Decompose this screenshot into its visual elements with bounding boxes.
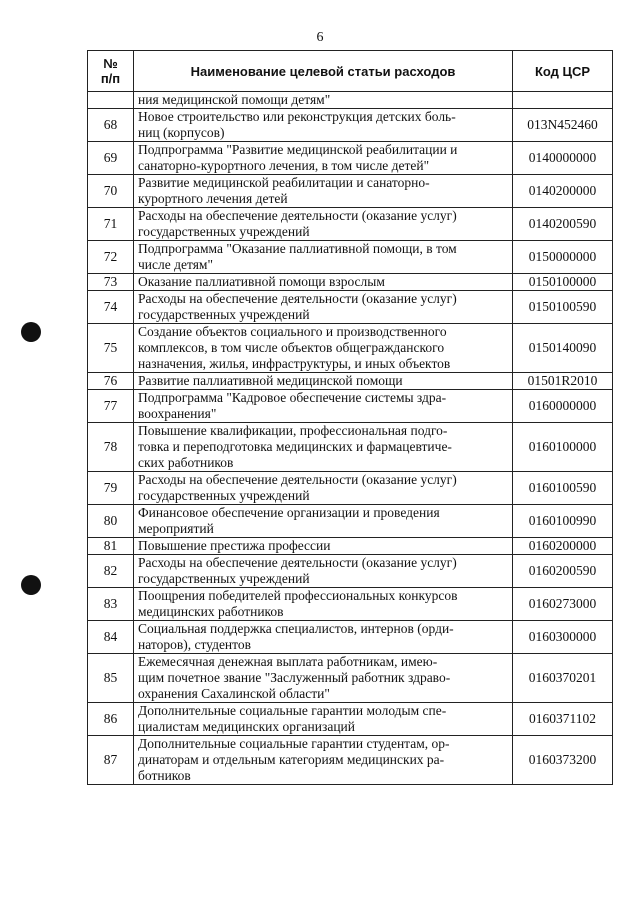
row-name: Социальная поддержка специалистов, интернов (орди- наторов), студентов xyxy=(134,621,513,654)
row-name: Расходы на обеспечение деятельности (оказание услуг) государственных учреждений xyxy=(134,291,513,324)
budget-table xyxy=(87,50,613,785)
row-name: Подпрограмма "Кадровое обеспечение системы здра- воохранения" xyxy=(134,390,513,423)
row-code: 0150140090 xyxy=(513,324,613,373)
row-name: Ежемесячная денежная выплата работникам, имею- щим почетное звание "Заслуженный работник здраво- охранения Сахалинской области" xyxy=(134,654,513,703)
row-code: 0160370201 xyxy=(513,654,613,703)
row-name: ния медицинской помощи детям" xyxy=(134,92,513,109)
row-name: Расходы на обеспечение деятельности (оказание услуг) государственных учреждений xyxy=(134,555,513,588)
row-number: 68 xyxy=(88,109,134,142)
table-row xyxy=(88,274,613,291)
row-number: 69 xyxy=(88,142,134,175)
row-number: 74 xyxy=(88,291,134,324)
table-row xyxy=(88,703,613,736)
row-code: 0150000000 xyxy=(513,241,613,274)
table-row xyxy=(88,621,613,654)
table-header-row xyxy=(88,51,613,92)
row-number: 83 xyxy=(88,588,134,621)
table-row xyxy=(88,92,613,109)
row-name: Создание объектов социального и производственного комплексов, в том числе объектов общегражданского назначения, жилья, инфраструктуры, и иных объектов xyxy=(134,324,513,373)
table-row xyxy=(88,555,613,588)
header-number: № п/п xyxy=(88,51,134,92)
row-name: Финансовое обеспечение организации и проведения мероприятий xyxy=(134,505,513,538)
header-name: Наименование целевой статьи расходов xyxy=(134,51,513,92)
row-name: Дополнительные социальные гарантии молодым спе- циалистам медицинских организаций xyxy=(134,703,513,736)
table-row xyxy=(88,472,613,505)
row-number: 80 xyxy=(88,505,134,538)
table-row xyxy=(88,654,613,703)
row-code: 0160100990 xyxy=(513,505,613,538)
row-code: 0160200000 xyxy=(513,538,613,555)
row-code: 0140000000 xyxy=(513,142,613,175)
table-row xyxy=(88,324,613,373)
row-code: 0150100000 xyxy=(513,274,613,291)
header-code: Код ЦСР xyxy=(513,51,613,92)
row-name: Расходы на обеспечение деятельности (оказание услуг) государственных учреждений xyxy=(134,208,513,241)
row-number: 87 xyxy=(88,736,134,785)
row-name: Повышение квалификации, профессиональная подго- товка и переподготовка медицинских и фармацевтиче- ских работников xyxy=(134,423,513,472)
row-name: Развитие паллиативной медицинской помощи xyxy=(134,373,513,390)
table-row xyxy=(88,175,613,208)
row-number: 72 xyxy=(88,241,134,274)
row-number: 81 xyxy=(88,538,134,555)
row-name: Развитие медицинской реабилитации и санаторно- курортного лечения детей xyxy=(134,175,513,208)
table-body xyxy=(88,92,613,785)
row-number: 70 xyxy=(88,175,134,208)
row-number: 86 xyxy=(88,703,134,736)
row-code: 0140200000 xyxy=(513,175,613,208)
row-number: 73 xyxy=(88,274,134,291)
punch-hole-icon xyxy=(21,575,41,595)
row-code: 0160300000 xyxy=(513,621,613,654)
row-number: 76 xyxy=(88,373,134,390)
row-code: 0160200590 xyxy=(513,555,613,588)
row-name: Расходы на обеспечение деятельности (оказание услуг) государственных учреждений xyxy=(134,472,513,505)
row-name: Новое строительство или реконструкция детских боль- ниц (корпусов) xyxy=(134,109,513,142)
table-row xyxy=(88,291,613,324)
table-row xyxy=(88,373,613,390)
table-row xyxy=(88,390,613,423)
row-name: Повышение престижа профессии xyxy=(134,538,513,555)
row-code: 0160000000 xyxy=(513,390,613,423)
row-name: Подпрограмма "Оказание паллиативной помощи, в том числе детям" xyxy=(134,241,513,274)
row-code: 0160273000 xyxy=(513,588,613,621)
table-row xyxy=(88,423,613,472)
row-name: Подпрограмма "Развитие медицинской реабилитации и санаторно-курортного лечения, в том числе детей" xyxy=(134,142,513,175)
row-code: 0160371102 xyxy=(513,703,613,736)
table-row xyxy=(88,241,613,274)
row-code: 0160100590 xyxy=(513,472,613,505)
row-code: 013N452460 xyxy=(513,109,613,142)
table-row xyxy=(88,208,613,241)
row-name: Поощрения победителей профессиональных конкурсов медицинских работников xyxy=(134,588,513,621)
row-number: 78 xyxy=(88,423,134,472)
row-name: Дополнительные социальные гарантии студентам, ор- динаторам и отдельным категориям медицинских ра- ботников xyxy=(134,736,513,785)
row-number: 84 xyxy=(88,621,134,654)
punch-hole-icon xyxy=(21,322,41,342)
row-name: Оказание паллиативной помощи взрослым xyxy=(134,274,513,291)
row-number: 71 xyxy=(88,208,134,241)
row-number: 77 xyxy=(88,390,134,423)
table-row xyxy=(88,142,613,175)
table-row xyxy=(88,109,613,142)
table-row xyxy=(88,736,613,785)
row-number xyxy=(88,92,134,109)
row-number: 85 xyxy=(88,654,134,703)
page-number: 6 xyxy=(316,30,324,45)
table-row xyxy=(88,505,613,538)
row-code: 0160373200 xyxy=(513,736,613,785)
row-number: 79 xyxy=(88,472,134,505)
row-number: 75 xyxy=(88,324,134,373)
table-row xyxy=(88,538,613,555)
row-code: 01501R2010 xyxy=(513,373,613,390)
table-row xyxy=(88,588,613,621)
row-code: 0160100000 xyxy=(513,423,613,472)
row-number: 82 xyxy=(88,555,134,588)
row-code xyxy=(513,92,613,109)
row-code: 0140200590 xyxy=(513,208,613,241)
row-code: 0150100590 xyxy=(513,291,613,324)
